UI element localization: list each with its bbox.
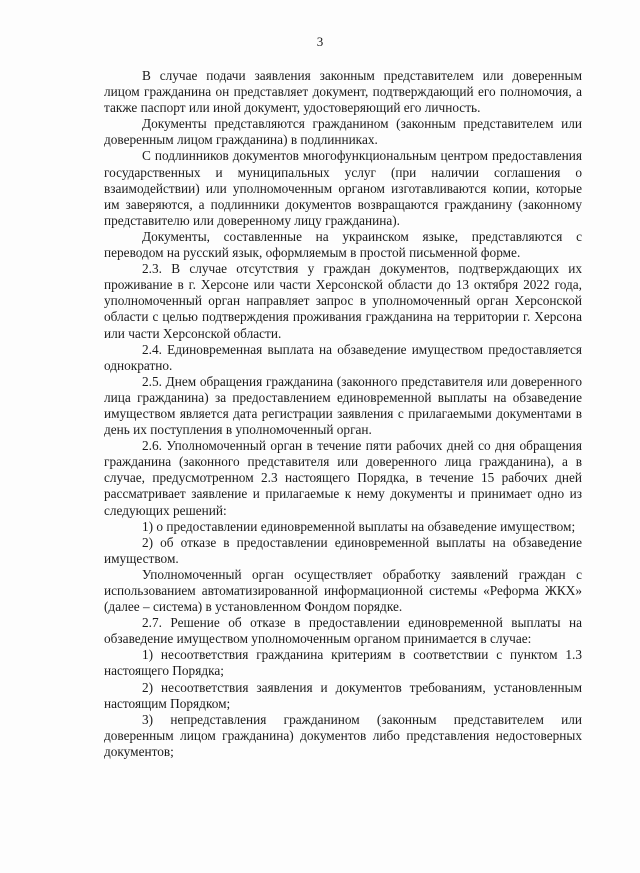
paragraph-2-4: 2.4. Единовременная выплата на обзаведение имуществом предоставляется однократно. (104, 341, 582, 373)
paragraph-originals: Документы представляются гражданином (законным представителем или доверенным лицом гражданина) в подлинниках. (104, 116, 582, 148)
document-body (104, 68, 582, 760)
list-item-grant: 1) о предоставлении единовременной выплаты на обзаведение имуществом; (142, 518, 576, 534)
paragraph-ukrainian-translation: Документы, составленные на украинском языке, представляются с переводом на русский язык, оформляемым в простой письменной форме. (104, 228, 582, 261)
list-item-refuse: 2) об отказе в предоставлении единовременной выплаты на обзаведение имуществом. (104, 534, 582, 566)
paragraph-2-7: 2.7. Решение об отказе в предоставлении единовременной выплаты на обзаведение имуществом уполномоченным органом принимается в случае: (104, 615, 582, 647)
paragraph-copies: С подлинников документов многофункциональным центром предоставления государственных и муниципальных услуг (при наличии соглашения о взаимодействии) или уполномоченным органом изготавливаются копии, которые им заверяются, а подлинники документов возвращаются гражданину (законному представителю или доверенному лицу гражданина). (104, 148, 582, 228)
list-item-documents: 3) непредставления гражданином (законным представителем или доверенным лицом гражданина) документов либо представления недостоверных документов; (104, 711, 582, 759)
list-item-criteria: 1) несоответствия гражданина критериям в соответствии с пунктом 1.3 настоящего Порядка; (104, 647, 582, 679)
paragraph-2-6: 2.6. Уполномоченный орган в течение пяти рабочих дней со дня обращения гражданина (законного представителя или доверенного лица гражданина), а в случае, предусмотренном 2.3 настоящего Порядка, в течение 15 рабочих дней рассматривает заявление и прилагаемые к нему документы и принимает одно из следующих решений: (104, 438, 582, 518)
paragraph-system: Уполномоченный орган осуществляет обработку заявлений граждан с использованием автоматизированной информационной системы «Реформа ЖКХ» (далее – система) в установленном Фондом порядке. (104, 566, 582, 615)
page-number: 3 (316, 34, 324, 49)
paragraph-2-5: 2.5. Днем обращения гражданина (законного представителя или доверенного лица гражданина) за предоставлением единовременной выплаты на обзаведение имуществом является дата регистрации заявления с прилагаемыми документами в день их поступления в уполномоченный орган. (104, 373, 582, 438)
list-item-requirements: 2) несоответствия заявления и документов требованиям, установленным настоящим Порядком; (104, 679, 582, 711)
paragraph-representative-documents: В случае подачи заявления законным представителем или доверенным лицом гражданина он представляет документ, подтверждающий его полномочия, а также паспорт или иной документ, удостоверяющий его личность. (104, 68, 582, 116)
paragraph-2-3: 2.3. В случае отсутствия у граждан документов, подтверждающих их проживание в г. Херсоне или части Херсонской области до 13 октября 2022 года, уполномоченный орган направляет запрос в уполномоченный орган Херсонской области с целью подтверждения проживания гражданина на территории г. Херсона или части Херсонской области. (104, 261, 582, 341)
